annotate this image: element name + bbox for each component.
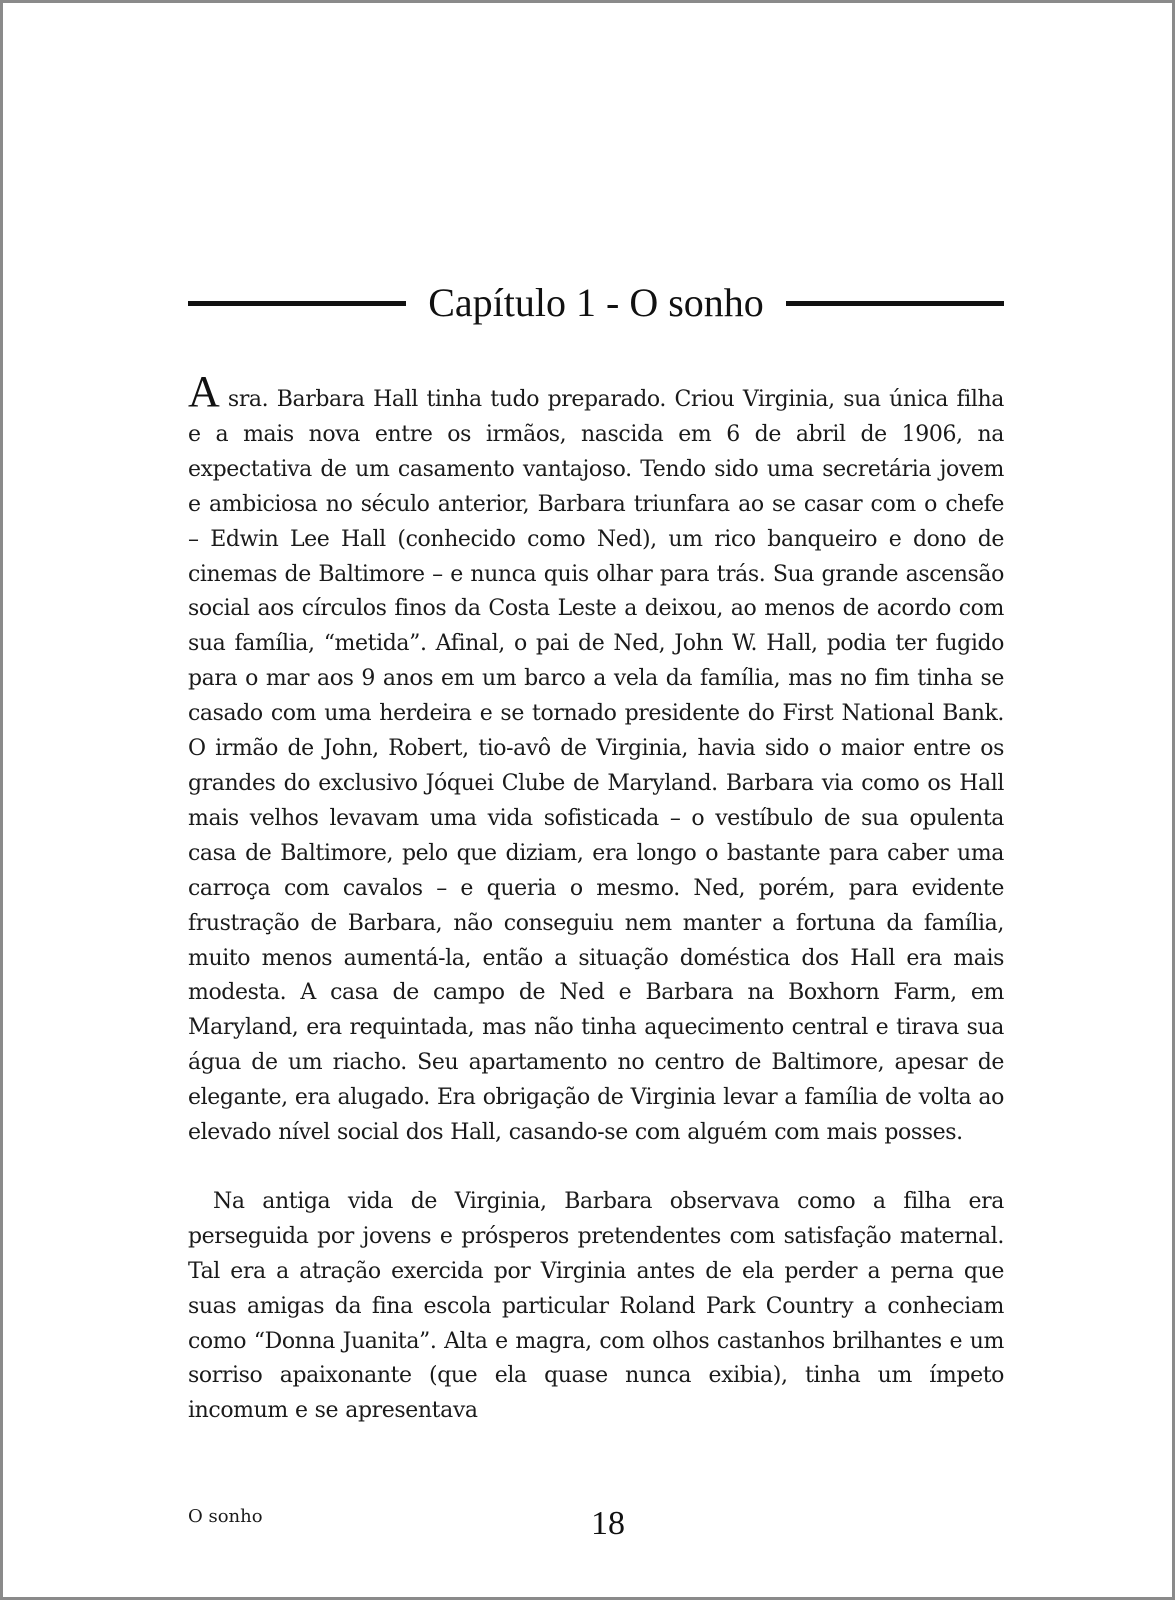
paragraph-1-text: sra. Barbara Hall tinha tudo preparado. Criou Virginia, sua única filha e a mais nova entre os irmãos, nascida em 6 de abril de 1906, na expectativa de um casamento vantajoso. Tendo sido uma secretária jovem e ambiciosa no século anterior, Barbara triunfara ao se casar com o chefe – Edwin Lee Hall (conhecido como Ned), um rico banqueiro e dono de cinemas de Baltimore – e nunca quis olhar para trás. Sua grande ascensão social aos círculos finos da Costa Leste a deixou, ao menos de acordo com sua família, “metida”. Afinal, o pai de Ned, John W. Hall, podia ter fugido para o mar aos 9 anos em um barco a vela da família, mas no fim tinha se casado com uma herdeira e se tornado presidente do First National Bank. O irmão de John, Robert, tio-avô de Virginia, havia sido o maior entre os grandes do exclusivo Jóquei Clube de Maryland. Barbara via como os Hall mais velhos levavam uma vida sofisticada – o vestíbulo de sua opulenta casa de Baltimore, pelo que diziam, era longo o bastante para caber uma carroça com cavalos – e queria o mesmo. Ned, porém, para evidente frustração de Barbara, não conseguiu nem manter a fortuna da família, muito menos aumentá-la, então a situação doméstica dos Hall era mais modesta. A casa de campo de Ned e Barbara na Boxhorn Farm, em Maryland, era requintada, mas não tinha aquecimento central e tirava sua água de um riacho. Seu apartamento no centro de Baltimore, apesar de elegante, era alugado. Era obrigação de Virginia levar a família de volta ao elevado nível social dos Hall, casando-se com alguém com mais posses. bbox=[188, 387, 1004, 1146]
running-title: O sonho bbox=[188, 1506, 263, 1527]
paragraph-2: Na antiga vida de Virginia, Barbara observava como a filha era perseguida por jovens e prósperos pretendentes com satisfação maternal. Tal era a atração exercida por Virginia antes de ela perder a perna que suas amigas da fina escola particular Roland Park Country a conheciam como “Donna Juanita”. Alta e magra, com olhos castanhos brilhantes e um sorriso apaixonante (que ela quase nunca exibia), tinha um ímpeto incomum e se apresentava bbox=[188, 1188, 1004, 1424]
body-text bbox=[188, 367, 1004, 1429]
chapter-header bbox=[188, 273, 1004, 333]
chapter-rule-right bbox=[786, 301, 1004, 306]
chapter-rule-left bbox=[188, 301, 406, 306]
chapter-title: Capítulo 1 - O sonho bbox=[428, 280, 764, 325]
drop-cap: A bbox=[188, 367, 220, 416]
page-number: 18 bbox=[591, 1505, 625, 1542]
paragraph-1 bbox=[188, 367, 1004, 1151]
